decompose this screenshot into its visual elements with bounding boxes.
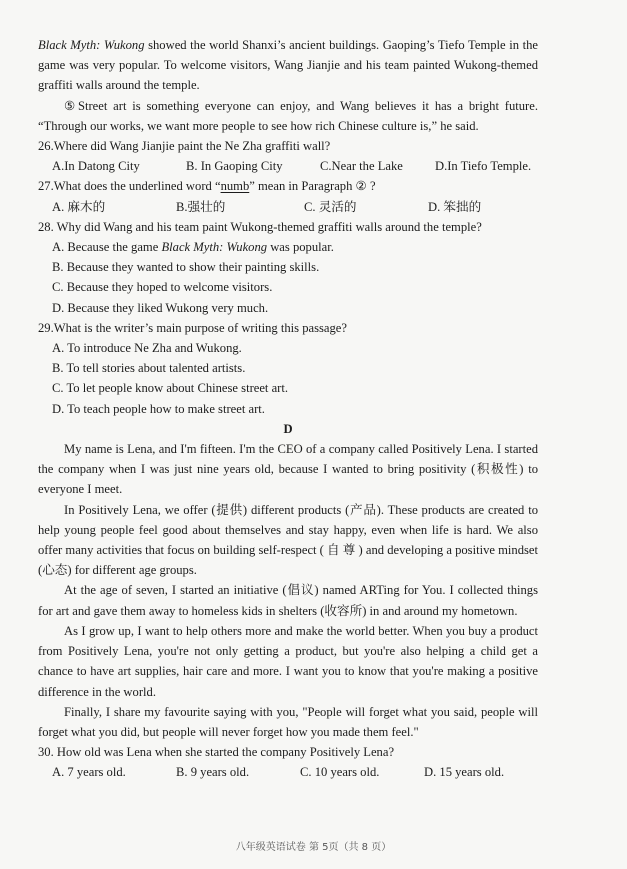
question-28-option-a: A. Because the game Black Myth: Wukong was popular. xyxy=(52,240,334,255)
question-30-stem: 30. How old was Lena when she started the company Positively Lena? xyxy=(38,745,395,760)
question-28-option-d: D. Because they liked Wukong very much. xyxy=(52,300,269,315)
passage-d-paragraph-2: In Positively Lena, we offer (提供) different products (产品). These products are created to help young people feel good about themselves and stay happy, even when life is hard. We also offer many activities that focus on building self-respect ( 自 尊 ) and developing a positive mindset (心态) for different age groups. xyxy=(38,502,538,578)
question-29-option-d: D. To teach people how to make street art. xyxy=(52,401,265,416)
question-26-option-d: D.In Tiefo Temple. xyxy=(435,159,532,174)
question-28-option-c: C. Because they hoped to welcome visitors. xyxy=(52,280,273,295)
section-d-heading: D xyxy=(283,421,293,436)
passage-d-paragraph-5: Finally, I share my favourite saying with you, "People will forget what you said, people will forget what you did, but people will never forget how you made them feel." xyxy=(38,704,538,739)
question-29-option-c: C. To let people know about Chinese street art. xyxy=(52,381,289,396)
underlined-word: numb xyxy=(220,179,250,194)
question-30-option-a: A. 7 years old. xyxy=(52,765,126,780)
question-26-options xyxy=(38,156,538,176)
content-area xyxy=(38,35,538,783)
question-29-option-b: B. To tell stories about talented artists. xyxy=(52,361,246,376)
question-27-option-d: D. 笨拙的 xyxy=(428,199,482,214)
question-30-option-c: C. 10 years old. xyxy=(300,765,380,780)
question-28-stem: 28. Why did Wang and his team paint Wukong-themed graffiti walls around the temple? xyxy=(38,219,482,234)
question-26-option-a: A.In Datong City xyxy=(52,159,140,174)
question-27-stem: 27.What does the underlined word “numb” mean in Paragraph ② ? xyxy=(38,179,376,194)
question-27-option-a: A. 麻木的 xyxy=(52,199,106,214)
question-27-options xyxy=(38,197,538,217)
question-30-option-b: B. 9 years old. xyxy=(176,765,250,780)
passage-d-paragraph-1: My name is Lena, and I'm fifteen. I'm the CEO of a company called Positively Lena. I started the company when I was just nine years old, because I wanted to bring positivity (积极性) to everyone I meet. xyxy=(38,442,538,497)
game-title: Black Myth: Wukong xyxy=(38,38,145,52)
passage-d-paragraph-3: At the age of seven, I started an initiative (倡议) named ARTing for You. I collected things for art and gave them away to homeless kids in shelters (收容所) in and around my hometown. xyxy=(38,583,538,618)
question-26-option-b: B. In Gaoping City xyxy=(186,159,283,174)
question-30-options xyxy=(38,762,538,782)
question-27-option-b: B.强壮的 xyxy=(176,199,226,214)
question-26-stem: 26.Where did Wang Jianjie paint the Ne Zha graffiti wall? xyxy=(38,139,331,154)
page-footer: 八年级英语试卷 第 5页（共 8 页） xyxy=(235,842,392,853)
passage-c-paragraph-5: ⑤Street art is something everyone can enjoy, and Wang believes it has a bright future. “Through our works, we want more people to see how rich Chinese culture is,” he said. xyxy=(38,98,538,133)
passage-c-paragraph-4: Black Myth: Wukong showed the world Shanxi’s ancient buildings. Gaoping’s Tiefo Temple in the game was very popular. To welcome visitors, Wang Jianjie and his team painted Wukong-themed graffiti walls around the temple. xyxy=(38,38,539,93)
question-30-option-d: D. 15 years old. xyxy=(424,765,505,780)
passage-d-paragraph-4: As I grow up, I want to help others more and make the world better. When you buy a product from Positively Lena, you're not only getting a product, but you're also helping a child get a chance to have art supplies, hair care and more. I want you to know that you're making a positive difference in the world. xyxy=(38,623,538,699)
question-29-option-a: A. To introduce Ne Zha and Wukong. xyxy=(52,341,242,356)
question-27-option-c: C. 灵活的 xyxy=(304,199,357,214)
question-26-option-c: C.Near the Lake xyxy=(320,159,403,174)
question-28-option-b: B. Because they wanted to show their painting skills. xyxy=(52,260,320,275)
question-29-stem: 29.What is the writer’s main purpose of writing this passage? xyxy=(38,320,347,335)
